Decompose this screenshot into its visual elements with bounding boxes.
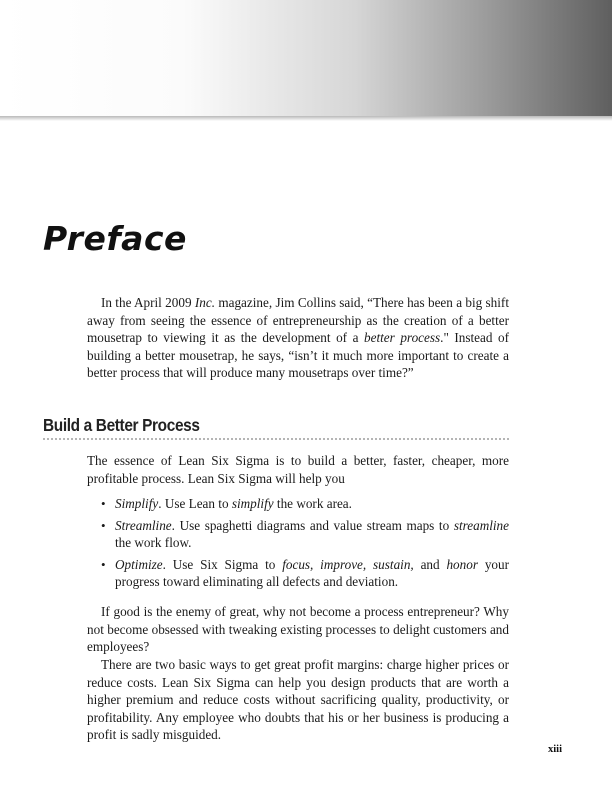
- section-heading: Build a Better Process: [43, 415, 200, 435]
- list-item: [103, 495, 509, 513]
- magazine-name: Inc.: [194, 295, 216, 310]
- bullet-emphasis: honor: [446, 556, 478, 572]
- page-number: xiii: [548, 744, 563, 755]
- list-item: [103, 517, 509, 552]
- section-divider: [43, 438, 509, 440]
- header-gradient-band: [0, 0, 612, 116]
- bullet-emphasis: focus, improve, sustain,: [282, 556, 414, 572]
- bullet-text: . Use Lean to: [158, 496, 232, 511]
- bullet-term: Streamline: [115, 517, 172, 533]
- bullet-emphasis: streamline: [453, 517, 509, 533]
- bullet-term: Simplify: [115, 496, 159, 511]
- intro-text-c: ." Instead of building a better mousetrap, he says, “isn’t it much more important to create a better process that will produce many mousetraps over time?”: [87, 330, 510, 381]
- bullet-emphasis: simplify: [231, 496, 274, 511]
- bullet-text: . Use spaghetti diagrams and value stream maps to: [171, 517, 454, 533]
- bullet-text: your progress toward eliminating all defects and deviation.: [115, 556, 509, 590]
- intro-text-b: magazine, Jim Collins said, “There has been a big shift away from seeing the essence of entrepreneurship as the creation of a better mousetrap to viewing it as the development of a: [87, 295, 509, 346]
- process-entrepreneur-paragraph: If good is the enemy of great, why not become a process entrepreneur? Why not become obsessed with tweaking existing processes to delight customers and employees?: [87, 604, 509, 655]
- intro-emphasis: better process: [364, 330, 441, 346]
- profit-margins-paragraph: There are two basic ways to get great profit margins: charge higher prices or reduce costs. Lean Six Sigma can help you design products that are worth a higher premium and reduce costs without sacrificing quality, productivity, or profitability. Any employee who doubts that his or her business is producing a profit is sadly misguided.: [87, 657, 509, 743]
- bullet-text: the work area.: [273, 496, 352, 511]
- list-item: [103, 556, 509, 591]
- bullet-text: and: [413, 556, 447, 572]
- benefits-list: [103, 495, 509, 595]
- chapter-title: Preface: [43, 219, 187, 258]
- section-lead-paragraph: The essence of Lean Six Sigma is to build a better, faster, cheaper, more profitable process. Lean Six Sigma will help you: [87, 453, 509, 486]
- intro-text-a: In the April 2009: [101, 295, 195, 310]
- intro-paragraph: [87, 294, 509, 382]
- bullet-text: the work flow.: [115, 535, 192, 551]
- bullet-text: . Use Six Sigma to: [162, 556, 283, 572]
- bullet-term: Optimize: [115, 556, 163, 572]
